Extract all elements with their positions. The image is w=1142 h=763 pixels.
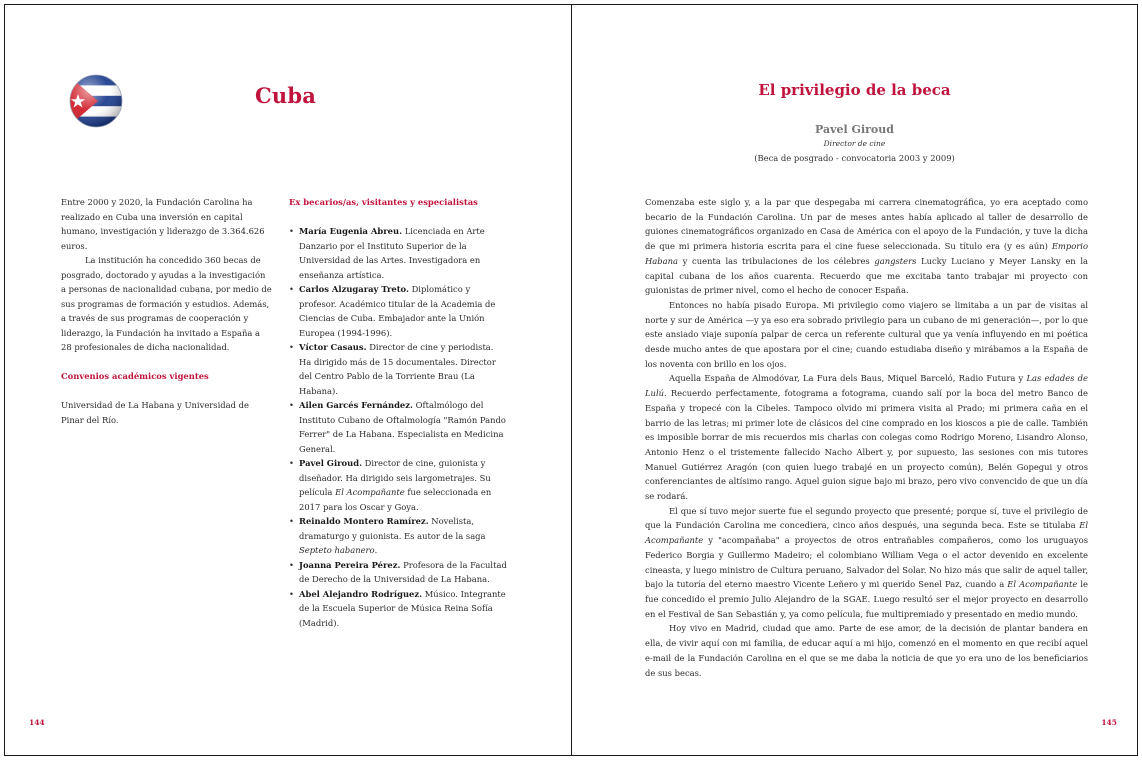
page-number-left: 144: [29, 718, 45, 727]
list-item: [289, 587, 507, 631]
article-paragraph-4: El que sí tuvo mejor suerte fue el segundo proyecto que presenté; porque sí, tuve el privilegio de que la Fundación Carolina me concediera, cinco años después, una segunda beca. Este se titulaba El Acompañante y "acompañaba" a proyectos de otros entrañables compañeros, como los uruguayos Federico Borgia y Guillermo Madeiro; el colombiano William Vega o el actor devenido en excelente cineasta, y luego ministro de Cultura peruano, Salvador del Solar. No hizo más que salir de aquel taller, bajo la tutoría del eterno maestro Vicente Leñero y mi querido Senel Paz, cuando a El Acompañante le fue concedido el premio Julio Alejandro de la SGAE. Luego resultó ser el mejor proyecto en desarrollo en el Festival de San Sebastián y, ya como película, fue multipremiado y presentado en medio mundo.: [645, 505, 1088, 619]
intro-column: [61, 195, 272, 427]
author-name: Pavel Giroud: [815, 123, 894, 136]
fellow-desc: Músico. Integrante de la Escuela Superior de Música Reina Sofía (Madrid).: [299, 588, 506, 628]
fellow-desc: Diplomático y profesor. Académico titular de la Academia de Ciencias de Cuba. Embajador ante la Unión Europea (1994-1996).: [299, 284, 496, 338]
intro-paragraph-2: La institución ha concedido 360 becas de posgrado, doctorado y ayudas a la investigación a personas de nacionalidad cubana, por medio de sus programas de formación y estudios. Además, a través de sus programas de cooperación y liderazgo, la Fundación ha invitado a España a 28 profesionales de dicha nacionalidad.: [61, 255, 272, 352]
article-paragraph-1: Comenzaba este siglo y, a la par que despegaba mi carrera cinematográfica, yo era aceptado como becario de la Fundación Carolina. Un par de meses antes había aplicado al taller de desarrollo de guiones cinematográficos organizado en Casa de América con el apoyo de la Fundación, y tuve la dicha de que mi primera historia escrita para el cine fuese seleccionada. Su título era (y es aún) Emporio Habana y cuenta las tribulaciones de los célebres gangsters Lucky Luciano y Meyer Lansky en la capital cubana de los años cuarenta. Recuerdo que me excitaba tanto trabajar mi proyecto con guionistas de primer nivel, como el hecho de conocer España.: [645, 197, 1089, 296]
film-title: El Acompañante: [335, 487, 405, 497]
book-title: Septeto habanero: [299, 545, 375, 555]
fellow-name: María Eugenia Abreu.: [299, 226, 403, 236]
fellow-name: Carlos Alzugaray Treto.: [299, 284, 409, 294]
fellow-desc-end: .: [374, 545, 378, 555]
intro-paragraph-1: Entre 2000 y 2020, la Fundación Carolina ha realizado en Cuba una inversión en capital humano, investigación y liderazgo de 3.364.626 euros.: [61, 197, 265, 251]
cuba-flag-icon: [68, 73, 124, 129]
fellow-name: Ailen Garcés Fernández.: [299, 400, 413, 410]
list-item: [289, 282, 507, 340]
fellow-name: Reinaldo Montero Ramírez.: [299, 516, 429, 526]
book-spread: [4, 4, 1138, 756]
cuba-flag-icon-svg: [68, 73, 124, 129]
agreements-heading: Convenios académicos vigentes: [61, 371, 209, 381]
fellow-desc: Director de cine y periodista. Ha dirigido más de 15 documentales. Director del Centro Pablo de la Torriente Brau (La Habana).: [299, 342, 496, 396]
fellow-desc: Profesora de la Facultad de Derecho de la Universidad de La Habana.: [299, 559, 507, 584]
page-number-right: 145: [1101, 718, 1117, 727]
fellows-list: [289, 224, 507, 630]
list-item: [289, 398, 507, 456]
left-page: [5, 5, 571, 755]
fellow-name: Pavel Giroud.: [299, 458, 362, 468]
author-grant: (Beca de posgrado - convocatoria 2003 y 2009): [754, 153, 955, 163]
fellow-name: Víctor Casaus.: [299, 342, 367, 352]
article-paragraph-5: Hoy vivo en Madrid, ciudad que amo. Parte de ese amor, de la decisión de plantar bandera en ella, de vivir aquí con mi familia, de educar aquí a mi hijo, comenzó en el momento en que recibí aquel e-mail de la Fundación Carolina en el que se me daba la noticia de que yo era uno de los beneficiarios de sus becas.: [645, 623, 1088, 678]
fellows-column: [289, 195, 507, 630]
article-paragraph-2: Entonces no había pisado Europa. Mi privilegio como viajero se limitaba a un par de visitas al norte y sur de América —y ya eso era sobrado privilegio para un cubano de mi generación—, por lo que este ansiado viaje suponía palpar de cerca un referente cultural que ya venía influyendo en mi poética desde mucho antes de que apostara por el cine; cuando estudiaba diseño y mirábamos a la España de los noventa con brillo en los ojos.: [645, 299, 1088, 369]
list-item: [289, 340, 507, 398]
list-item: [289, 514, 507, 558]
agreements-text: Universidad de La Habana y Universidad de Pinar del Río.: [61, 400, 249, 425]
list-item: [289, 224, 507, 282]
fellow-desc: Novelista, dramaturgo y guionista. Es autor de la saga: [299, 516, 486, 541]
article-body: [645, 195, 1088, 680]
fellow-desc-end: fue seleccionada en 2017 para los Oscar y Goya.: [299, 487, 492, 512]
fellow-desc: Oftalmólogo del Instituto Cubano de Oftalmología "Ramón Pando Ferrer" de La Habana. Especialista en Medicina General.: [299, 400, 506, 454]
fellow-desc: Director de cine, guionista y diseñador. Ha dirigido seis largometrajes. Su película: [299, 458, 491, 497]
right-page: [572, 5, 1137, 755]
article-title: El privilegio de la beca: [758, 81, 951, 99]
article-paragraph-3: Aquella España de Almodóvar, La Fura dels Baus, Miquel Barceló, Radio Futura y Las edades de Lulú. Recuerdo perfectamente, fotograma a fotograma, cuando salí por la boca del metro Banco de España y tropecé con la Cibeles. Tampoco olvido mi primera visita al Prado; mi primera caña en el barrio de las letras; mi primer lote de clásicos del cine comprado en los kioscos a pie de calle. También es imposible borrar de mis recuerdos mis charlas con colegas como Rodrigo Moreno, Lisandro Alonso, Antonio Henz o el tristemente fallecido Nacho Albert y, por supuesto, las sesiones con mis tutores Manuel Gutiérrez Aragón (con quien luego trabajé en un proyecto común), Belén Gopegui y otros conferenciantes de altísimo rango. Aquel guion sigue bajo mi brazo, pero vivo convencido de que un día se rodará.: [645, 373, 1088, 502]
fellows-heading: Ex becarios/as, visitantes y especialistas: [289, 197, 478, 207]
list-item: [289, 456, 507, 514]
country-title: Cuba: [255, 83, 317, 108]
list-item: [289, 558, 507, 587]
fellow-desc: Licenciada en Arte Danzario por el Instituto Superior de la Universidad de las Artes. Investigadora en enseñanza artística.: [299, 226, 485, 280]
fellow-name: Joanna Pereira Pérez.: [299, 559, 401, 570]
fellow-name: Abel Alejandro Rodríguez.: [299, 588, 423, 599]
author-role: Director de cine: [823, 139, 886, 148]
